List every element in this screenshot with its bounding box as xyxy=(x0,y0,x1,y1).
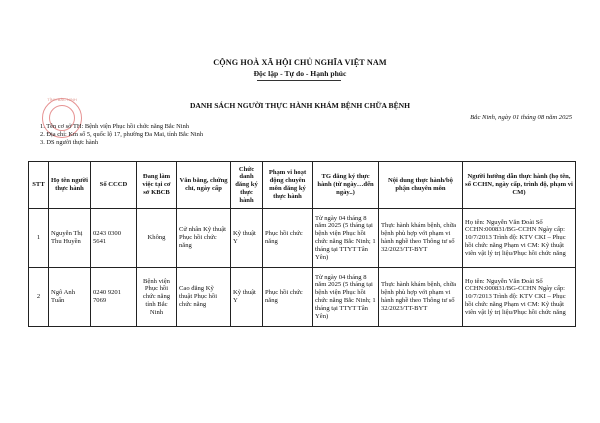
cell-position: Kỹ thuật Y xyxy=(231,268,263,327)
cell-workplace: Bệnh viện Phục hồi chức năng tỉnh Bắc Ninh xyxy=(137,268,177,327)
cell-period: Từ ngày 04 tháng 8 năm 2025 (5 tháng tại bệnh viện Phục hồi chức năng Bắc Ninh; 1 tháng tại TTYT Tân Yên) xyxy=(313,209,379,268)
national-title: CỘNG HOÀ XÃ HỘI CHỦ NGHĨA VIỆT NAM xyxy=(213,58,387,67)
header-position: Chức danh đăng ký thực hành xyxy=(231,162,263,209)
cell-cccd: 0240 9201 7069 xyxy=(91,268,137,327)
header-degree: Văn bằng, chứng chỉ, ngày cấp xyxy=(177,162,231,209)
header-stt: STT xyxy=(29,162,49,209)
trainee-table xyxy=(28,161,576,327)
cell-workplace: Không xyxy=(137,209,177,268)
table-header-row xyxy=(29,162,576,209)
date-line: Bắc Ninh, ngày 01 tháng 08 năm 2025 xyxy=(470,114,572,121)
cell-cccd: 0243 0300 5641 xyxy=(91,209,137,268)
cell-period: Từ ngày 04 tháng 8 năm 2025 (5 tháng tại bệnh viện Phục hồi chức năng Bắc Ninh; 1 tháng tại TTYT Tân Yên) xyxy=(313,268,379,327)
motto: Độc lập - Tự do - Hạnh phúc xyxy=(253,69,347,78)
address-line: 2. Địa chỉ: Km số 5, quốc lộ 17, phường Đa Mai, tỉnh Bắc Ninh xyxy=(40,131,204,138)
header-content: Nội dung thực hành/bộ phận chuyên môn xyxy=(379,162,463,209)
cell-content: Thực hành khám bệnh, chữa bệnh phù hợp với phạm vi hành nghề theo Thông tư số 32/2023/TT-BYT xyxy=(379,268,463,327)
cell-instructor: Họ tên: Nguyễn Văn Đoài Số CCHN:000831/BG-CCHN Ngày cấp: 10/7/2013 Trình độ: KTV CKI – Phục hồi chức năng Phạm vi CM: Kỹ thuật viên vật lý trị liệu/Phục hồi chức năng xyxy=(463,209,576,268)
cell-stt: 1 xyxy=(29,209,49,268)
cell-scope: Phục hồi chức năng xyxy=(263,268,313,327)
cell-stt: 2 xyxy=(29,268,49,327)
cell-instructor: Họ tên: Nguyễn Văn Đoài Số CCHN:000831/BG-CCHN Ngày cấp: 10/7/2013 Trình độ: KTV CKI – Phục hồi chức năng Phạm vi CM: Kỹ thuật viên vật lý trị liệu/Phục hồi chức năng xyxy=(463,268,576,327)
header-workplace: Đang làm việc tại cơ sở KBCB xyxy=(137,162,177,209)
cell-degree: Cử nhân Kỹ thuật Phục hồi chức năng xyxy=(177,209,231,268)
header-name: Họ tên người thực hành xyxy=(49,162,91,209)
cell-degree: Cao đẳng Kỹ thuật Phục hồi chức năng xyxy=(177,268,231,327)
header-instructor: Người hướng dẫn thực hành (họ tên, số CCHN, ngày cấp, trình độ, phạm vi CM) xyxy=(463,162,576,209)
cell-content: Thực hành khám bệnh, chữa bệnh phù hợp với phạm vi hành nghề theo Thông tư số 32/2023/TT-BYT xyxy=(379,209,463,268)
cell-name: Nguyễn Thị Thu Huyền xyxy=(49,209,91,268)
trainee-list-label: 3. DS người thực hành xyxy=(40,139,99,146)
table-row xyxy=(29,268,576,327)
header-scope: Phạm vi hoạt động chuyên môn đăng ký thực hành xyxy=(263,162,313,209)
stamp-text: TỈNH BẮC NINH xyxy=(47,97,77,102)
cell-scope: Phục hồi chức năng xyxy=(263,209,313,268)
facility-name-line: 1. Tên cơ sở TH: Bệnh viện Phục hồi chức năng Bắc Ninh xyxy=(40,123,189,130)
header-cccd: Số CCCD xyxy=(91,162,137,209)
table-row xyxy=(29,209,576,268)
document-title: DANH SÁCH NGƯỜI THỰC HÀNH KHÁM BỆNH CHỮA BỆNH xyxy=(189,101,411,110)
cell-position: Kỹ thuật Y xyxy=(231,209,263,268)
motto-underline xyxy=(257,80,341,81)
header-period: TG đăng ký thực hành (từ ngày…đến ngày..) xyxy=(313,162,379,209)
cell-name: Ngô Anh Tuấn xyxy=(49,268,91,327)
